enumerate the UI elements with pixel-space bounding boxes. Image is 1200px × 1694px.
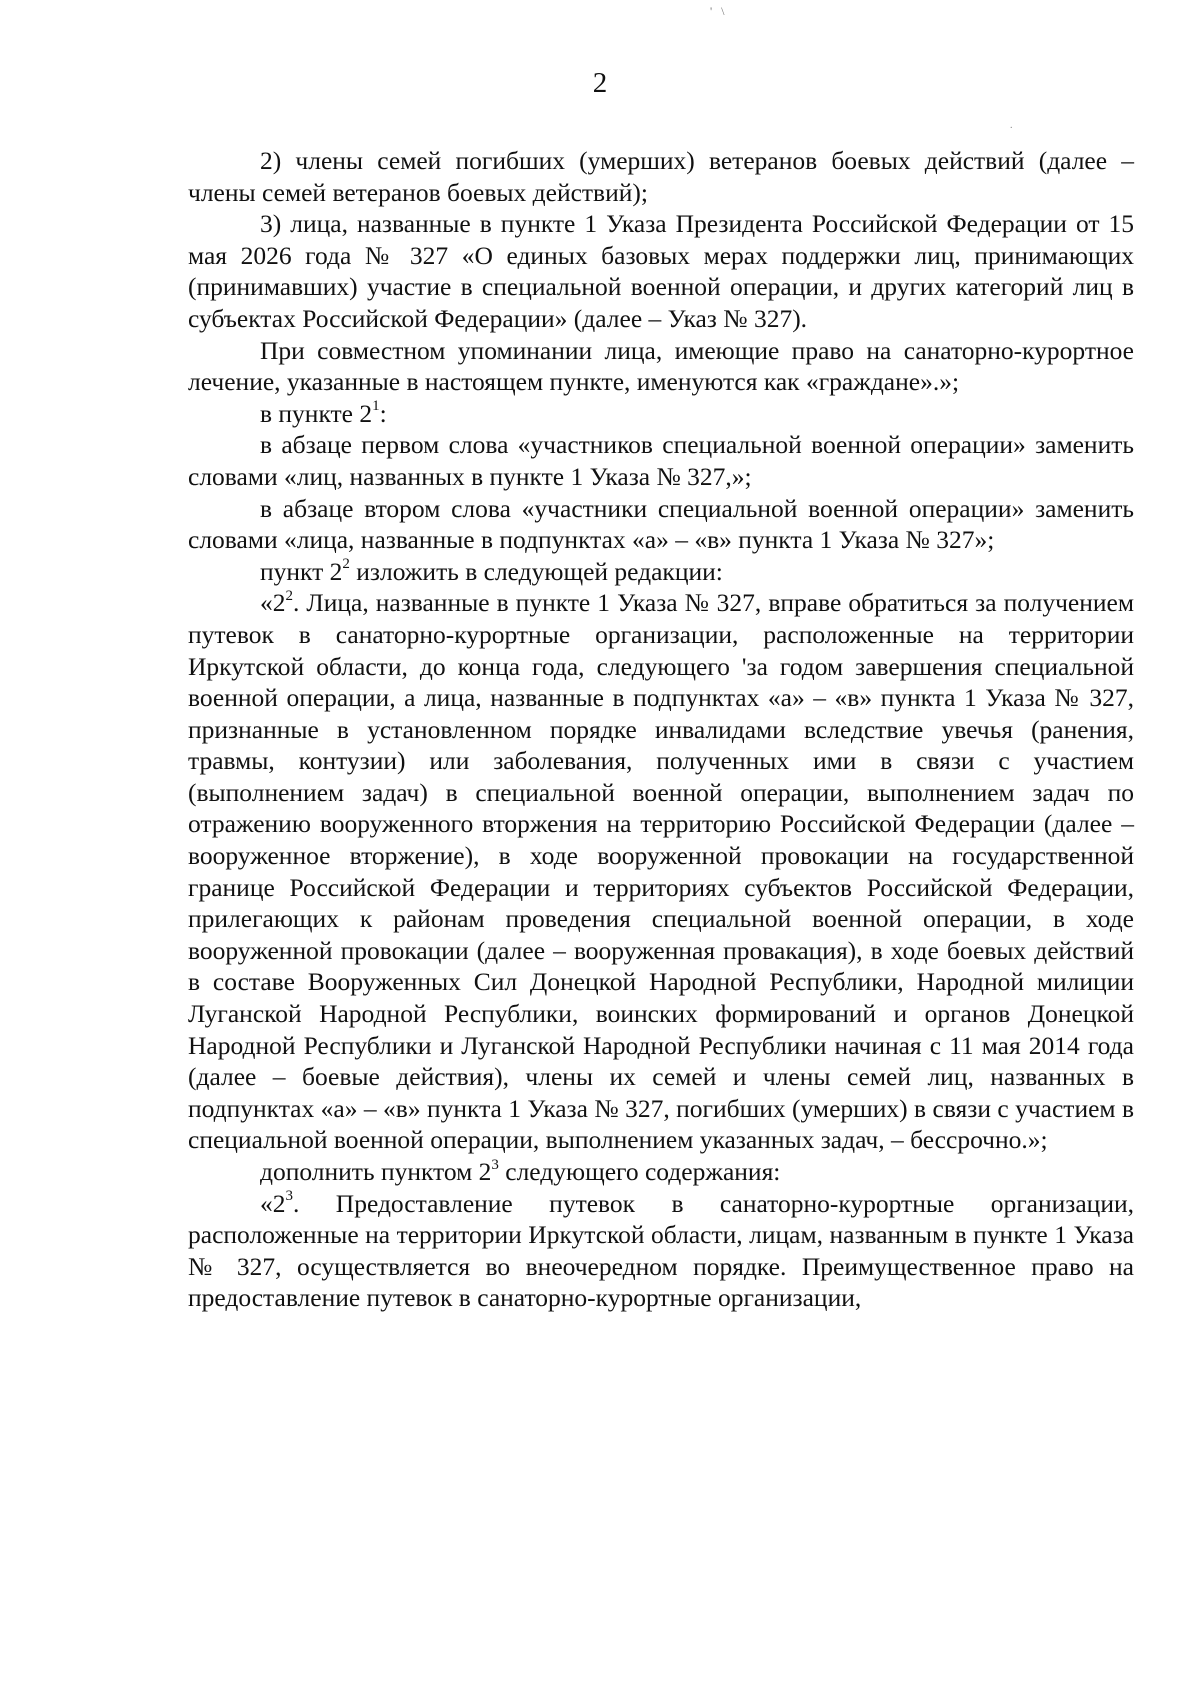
text-run: : — [379, 398, 387, 428]
text-run: . Лица, названные в пункте 1 Указа № 327, вправе обратиться за получением путевок в санаторно-курортные организации, расположенные на территории Иркутской области, до конца года, следующего 'за годом завершения специальной военной операции, а лица, названные в подпунктах «а» – «в» пункта 1 Указа № 327, признанные в установленном порядке инвалидами вследствие увечья (ранения, травмы, контузии) или заболевания, полученных ими в связи с участием (выполнением задач) в специальной военной операции, выполнением задач по отражению вооруженного вторжения на территорию Российской Федерации (далее – вооруженное вторжение), в ходе вооруженной провокации на государственной границе Российской Федерации и территориях субъектов Российской Федерации, прилегающих к районам проведения специальной военной операции, в ходе вооруженной провокации (далее – вооруженная провакация), в ходе боевых действий в составе Вооруженных Сил Донецкой Народной Республики, Народной милиции Луганской Народной Республики, воинских формирований и органов Донецкой Народной Республики и Луганской Народной Республики начиная с 11 мая 2014 года (далее – боевые действия), члены их семей и члены семей лиц, названных в подпунктах «а» – «в» пункта 1 Указа № 327, погибших (умерших) в связи с участием в специальной военной операции, выполнением указанных задач, – бессрочно.»; — [188, 588, 1134, 1155]
paragraph-clause-2-2-text — [188, 587, 1134, 1156]
text-run: «2 — [260, 1188, 286, 1218]
page-number: 2 — [592, 67, 608, 99]
paragraph-clause-2-2-heading — [188, 556, 1134, 588]
text-run: «2 — [260, 588, 286, 618]
paragraph-clause-2-1-heading — [188, 398, 1134, 430]
text-run: дополнить пунктом 2 — [260, 1157, 492, 1186]
text-run: следующего содержания: — [498, 1157, 781, 1186]
text-run: в пункте 2 — [260, 398, 373, 428]
paragraph-item-3: 3) лица, названные в пункте 1 Указа Президента Российской Федерации от 15 мая 2026 года № 327 «О единых базовых мерах поддержки лиц, принимающих (принимавших) участие в специальной военной операции, и других категорий лиц в субъектах Российской Федерации» (далее – Указ № 327). — [188, 209, 1134, 333]
superscript: 3 — [491, 1156, 499, 1173]
paragraph-clause-2-3-text — [188, 1188, 1134, 1314]
superscript: 1 — [372, 398, 380, 415]
paragraph-joint-mention: При совместном упоминании лица, имеющие право на санаторно-курортное лечение, указанные в настоящем пункте, именуются как «граждане».»; — [188, 335, 1134, 397]
paragraph-first-abzac: в абзаце первом слова «участников специальной военной операции» заменить словами «лиц, названных в пункте 1 Указа № 327,»; — [188, 430, 1134, 491]
paragraph-clause-2-3-heading — [188, 1156, 1134, 1188]
scan-specks: ' \ — [710, 4, 728, 18]
text-run: пункт 2 — [260, 556, 343, 586]
superscript: 3 — [285, 1188, 293, 1205]
text-run: изложить в следующей редакции: — [349, 556, 723, 586]
document-body — [188, 145, 1134, 1314]
superscript: 2 — [342, 556, 350, 573]
superscript: 2 — [285, 587, 293, 604]
paragraph-second-abzac: в абзаце втором слова «участники специальной военной операции» заменить словами «лица, названные в подпунктах «а» – «в» пункта 1 Указа № 327»; — [188, 493, 1134, 555]
text-run: . Предоставление путевок в санаторно-курортные организации, расположенные на территории Иркутской области, лицам, названным в пункте 1 Указа № 327, осуществляется во внеочередном порядке. Преимущественное право на предоставление путевок в санаторно-курортные организации, — [188, 1188, 1134, 1313]
scan-speck-dot: . — [1010, 120, 1013, 131]
paragraph-item-2: 2) члены семей погибших (умерших) ветеранов боевых действий (далее – члены семей ветеранов боевых действий); — [188, 146, 1134, 207]
